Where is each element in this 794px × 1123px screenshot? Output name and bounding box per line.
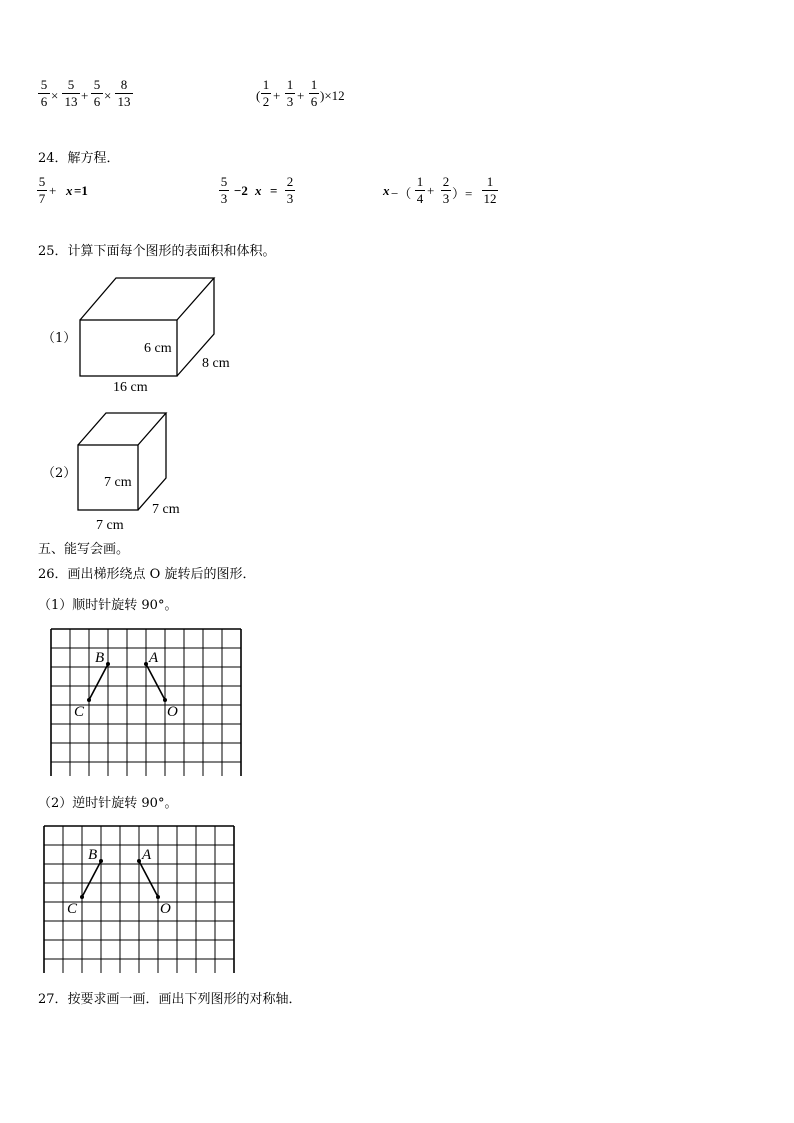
fraction: 1 2 [262, 77, 270, 109]
cube-length-label: 7 cm [96, 518, 124, 533]
label-b: B [88, 847, 98, 863]
point-a [144, 662, 148, 666]
minus-open-paren: −（ [391, 186, 412, 201]
section-5-title: 五、能写会画。 [38, 542, 130, 557]
cuboid-figure [70, 270, 270, 395]
grid-lines [51, 629, 241, 776]
trapezoid-side-ao [139, 861, 158, 897]
fraction: 1 3 [286, 77, 294, 109]
rotation-grid-1 [50, 628, 246, 776]
point-b [106, 662, 110, 666]
fraction: 1 4 [416, 174, 424, 206]
fraction: 5 13 [62, 78, 80, 109]
q24-title: 24．解方程． [38, 151, 120, 166]
label-o: O [167, 704, 178, 720]
cuboid-length-label: 16 cm [113, 380, 148, 395]
rotation-grid-2 [43, 825, 239, 973]
label-o: O [160, 901, 171, 917]
cube-side-face [138, 413, 166, 510]
variable-x: x [66, 183, 73, 198]
equals-one: =1 [74, 183, 88, 198]
cube-height-label: 7 cm [104, 475, 132, 490]
plus-sign: + [297, 88, 305, 103]
fraction: 1 12 [483, 174, 497, 206]
label-c: C [67, 901, 78, 917]
cube-top-face [78, 413, 166, 445]
q27-title: 27．按要求画一画．画出下列图形的对称轴． [38, 992, 302, 1007]
point-o [156, 895, 160, 899]
label-c: C [74, 704, 85, 720]
fraction: 5 6 [91, 78, 103, 109]
cube-depth-label: 7 cm [152, 502, 180, 517]
variable-x: x [383, 183, 390, 198]
close-paren-equals: ）= [452, 186, 473, 201]
figure-2-label: （2） [42, 466, 77, 481]
cuboid-height-label: 6 cm [144, 341, 172, 356]
times-sign: × [104, 88, 112, 103]
cube-figure [70, 405, 200, 535]
plus-sign: + [81, 88, 89, 103]
fraction: 8 13 [115, 78, 133, 109]
cuboid-top-face [80, 278, 214, 320]
fraction: 5 3 [220, 174, 228, 206]
point-b [99, 859, 103, 863]
plus-sign: + [49, 183, 57, 198]
fraction: 2 3 [442, 174, 450, 206]
trapezoid-side-ao [146, 664, 165, 700]
grid-lines [44, 826, 234, 973]
point-c [80, 895, 84, 899]
equals-sign: = [270, 183, 278, 198]
fraction: 5 6 [38, 78, 50, 109]
times-sign: × [51, 88, 59, 103]
plus-sign: + [273, 88, 281, 103]
fraction: 2 3 [286, 174, 294, 206]
label-b: B [95, 650, 105, 666]
plus-sign: + [427, 183, 435, 198]
q26-part-2-label: （2）逆时针旋转 90°。 [38, 796, 178, 811]
fraction: 5 7 [38, 174, 46, 206]
point-o [163, 698, 167, 702]
minus-two: −2 [234, 183, 248, 198]
close-paren-times: )×12 [320, 88, 345, 103]
figure-1-label: （1） [42, 331, 77, 346]
point-a [137, 859, 141, 863]
point-c [87, 698, 91, 702]
q26-part-1-label: （1）顺时针旋转 90°。 [38, 598, 178, 613]
q26-title: 26．画出梯形绕点 O 旋转后的图形． [38, 567, 256, 582]
variable-x: x [255, 183, 262, 198]
fraction: 1 6 [310, 77, 318, 109]
trapezoid-side-cb [82, 861, 101, 897]
q25-title: 25．计算下面每个图形的表面积和体积。 [38, 244, 276, 259]
label-a: A [149, 650, 159, 666]
label-a: A [142, 847, 152, 863]
cuboid-depth-label: 8 cm [202, 356, 230, 371]
trapezoid-side-cb [89, 664, 108, 700]
open-paren: ( [256, 88, 261, 103]
